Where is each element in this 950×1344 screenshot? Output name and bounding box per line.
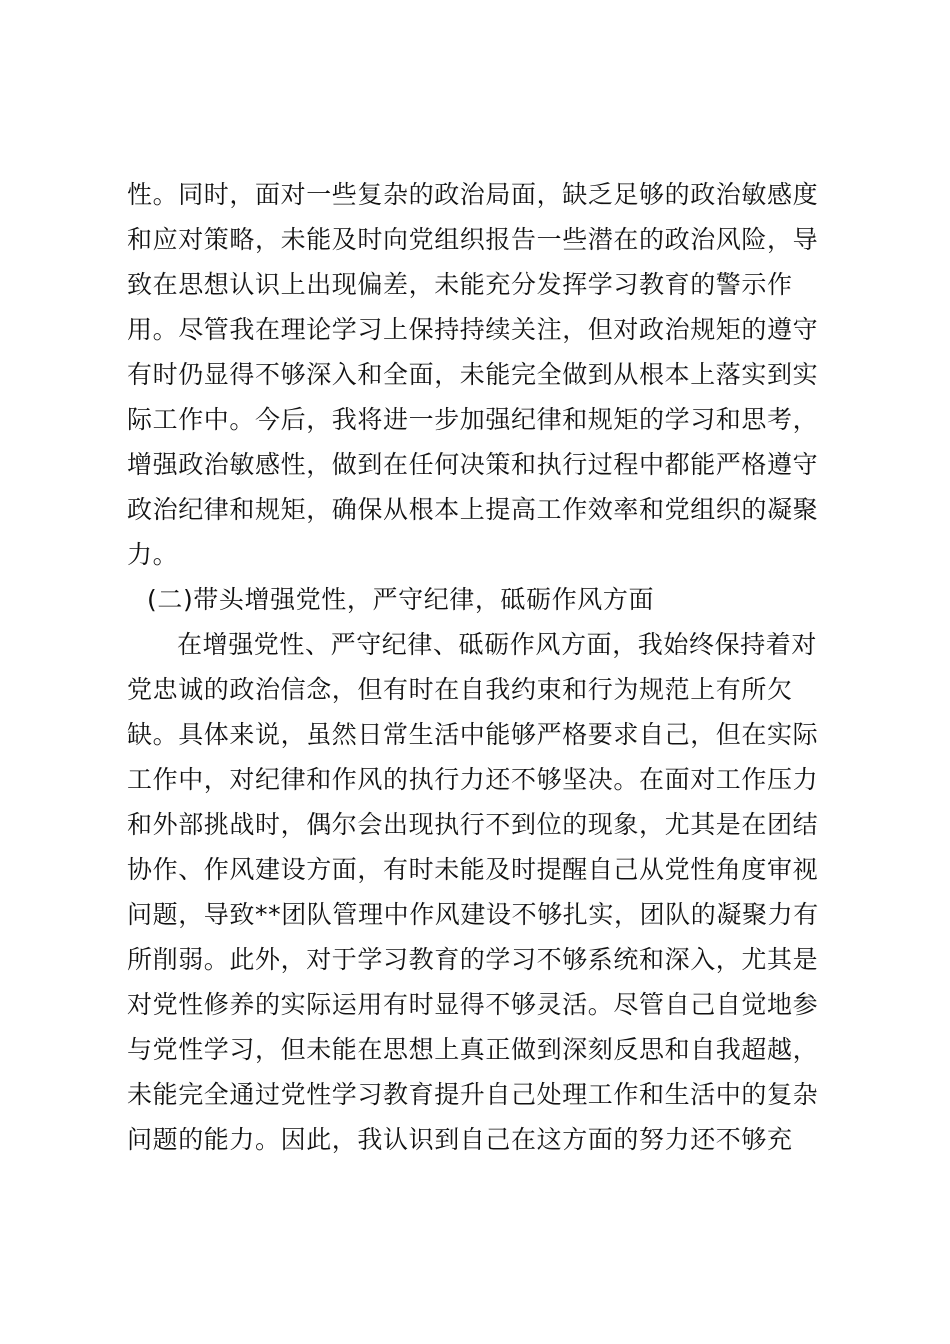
text-line: 政治纪律和规矩，确保从根本上提高工作效率和党组织的凝聚: [127, 495, 819, 524]
text-line: 和应对策略，未能及时向党组织报告一些潜在的政治风险，导: [127, 225, 819, 254]
text-line: 增强政治敏感性，做到在任何决策和执行过程中都能严格遵守: [127, 450, 819, 479]
text-line: 未能完全通过党性学习教育提升自己处理工作和生活中的复杂: [127, 1080, 819, 1109]
text-line: 问题，导致**团队管理中作风建设不够扎实，团队的凝聚力有: [127, 900, 819, 929]
text-line: 和外部挑战时，偶尔会出现执行不到位的现象，尤其是在团结: [127, 810, 819, 839]
text-line: 所削弱。此外，对于学习教育的学习不够系统和深入，尤其是: [127, 945, 819, 974]
text-line: 协作、作风建设方面，有时未能及时提醒自己从党性角度审视: [127, 855, 819, 884]
paragraph-first-line: 在增强党性、严守纪律、砥砺作风方面，我始终保持着对: [177, 630, 818, 659]
text-line: 对党性修养的实际运用有时显得不够灵活。尽管自己自觉地参: [127, 990, 819, 1019]
text-line: 力。: [127, 540, 179, 569]
text-line: 有时仍显得不够深入和全面，未能完全做到从根本上落实到实: [127, 360, 819, 389]
text-line: 用。尽管我在理论学习上保持持续关注，但对政治规矩的遵守: [127, 315, 819, 344]
text-line: 致在思想认识上出现偏差，未能充分发挥学习教育的警示作: [127, 270, 793, 299]
text-line: 工作中，对纪律和作风的执行力还不够坚决。在面对工作压力: [127, 765, 819, 794]
text-line: 党忠诚的政治信念，但有时在自我约束和行为规范上有所欠: [127, 675, 793, 704]
text-line: 性。同时，面对一些复杂的政治局面，缺乏足够的政治敏感度: [127, 180, 819, 209]
text-line: 际工作中。今后，我将进一步加强纪律和规矩的学习和思考，: [127, 405, 819, 434]
section-heading: (二)带头增强党性，严守纪律，砥砺作风方面: [147, 585, 655, 614]
text-line: 缺。具体来说，虽然日常生活中能够严格要求自己，但在实际: [127, 720, 819, 749]
text-line: 问题的能力。因此，我认识到自己在这方面的努力还不够充: [127, 1125, 793, 1154]
body-text: [127, 172, 827, 1162]
text-line: 与党性学习，但未能在思想上真正做到深刻反思和自我超越，: [127, 1035, 819, 1064]
